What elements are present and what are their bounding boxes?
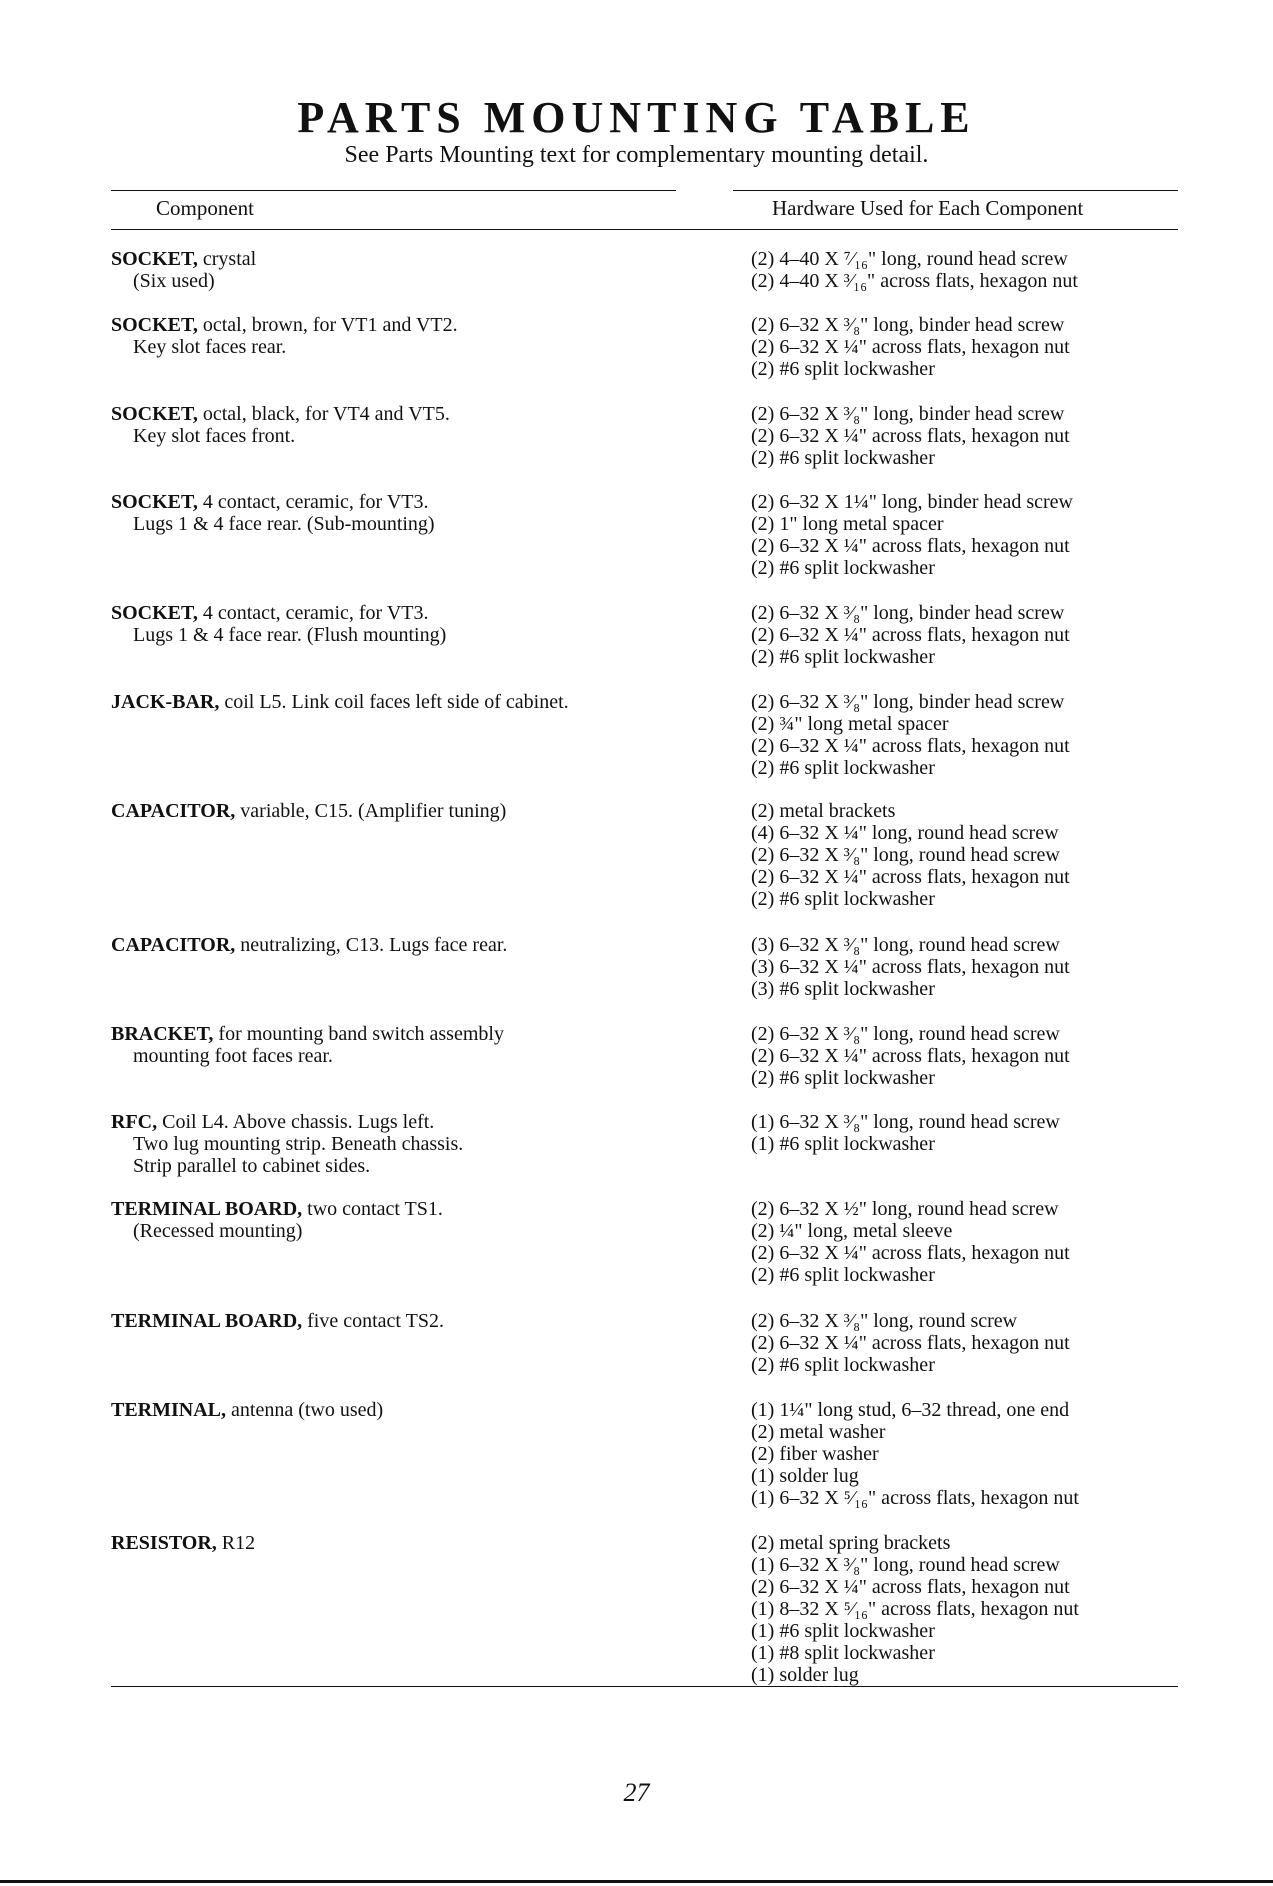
hardware-cell: [751, 1023, 1191, 1089]
component-desc: Coil L4. Above chassis. Lugs left.: [157, 1111, 435, 1133]
page-number: 27: [623, 1778, 650, 1807]
component-note: mounting foot faces rear.: [133, 1045, 333, 1067]
hardware-cell: [751, 1198, 1191, 1286]
hardware-cell: [751, 602, 1191, 668]
hardware-item: (3) 6–32 X ³⁄₈" long, round head screw: [751, 934, 1060, 956]
hardware-cell: [751, 1111, 1191, 1155]
hardware-item: (2) 6–32 X ¼" across flats, hexagon nut: [751, 1242, 1070, 1264]
hardware-item: (2) 6–32 X ¼" across flats, hexagon nut: [751, 624, 1070, 646]
header-component: Component: [156, 196, 254, 220]
component-desc: crystal: [197, 248, 257, 270]
hardware-item: (1) solder lug: [751, 1465, 859, 1487]
component-name: SOCKET,: [111, 314, 198, 336]
hardware-item: (2) 6–32 X 1¼" long, binder head screw: [751, 491, 1073, 513]
header-top-rule-right: [733, 190, 1178, 191]
hardware-item: (2) 6–32 X ³⁄₈" long, binder head screw: [751, 691, 1065, 713]
hardware-cell: [751, 1532, 1191, 1686]
hardware-item: (1) #6 split lockwasher: [751, 1620, 935, 1642]
hardware-item: (2) #6 split lockwasher: [751, 557, 935, 579]
hardware-item: (1) solder lug: [751, 1664, 859, 1686]
component-name: SOCKET,: [111, 403, 198, 425]
component-name: TERMINAL BOARD,: [111, 1310, 303, 1332]
hardware-item: (2) 6–32 X ¼" across flats, hexagon nut: [751, 1576, 1070, 1598]
hardware-item: (1) 6–32 X ⁵⁄₁₆" across flats, hexagon nut: [751, 1487, 1079, 1509]
hardware-item: (1) #8 split lockwasher: [751, 1642, 935, 1664]
hardware-item: (2) 4–40 X ³⁄₁₆" across flats, hexagon nut: [751, 270, 1078, 292]
hardware-item: (2) 6–32 X ¼" across flats, hexagon nut: [751, 535, 1070, 557]
component-cell: [111, 1198, 711, 1242]
component-name: RFC,: [111, 1111, 158, 1133]
hardware-item: (2) 6–32 X ¼" across flats, hexagon nut: [751, 336, 1070, 358]
hardware-cell: [751, 403, 1191, 469]
hardware-item: (2) 1" long metal spacer: [751, 513, 944, 535]
hardware-item: (2) #6 split lockwasher: [751, 757, 935, 779]
component-cell: [111, 602, 711, 646]
component-name: JACK-BAR,: [111, 691, 220, 713]
hardware-item: (1) 6–32 X ³⁄₈" long, round head screw: [751, 1111, 1060, 1133]
hardware-item: (2) fiber washer: [751, 1443, 879, 1465]
component-desc: variable, C15. (Amplifier tuning): [235, 800, 507, 822]
component-desc: octal, black, for VT4 and VT5.: [197, 403, 450, 425]
component-note: (Recessed mounting): [133, 1220, 303, 1242]
table-bottom-rule: [111, 1686, 1178, 1687]
component-desc: 4 contact, ceramic, for VT3.: [197, 491, 429, 513]
component-cell: [111, 1310, 711, 1332]
component-name: SOCKET,: [111, 248, 198, 270]
hardware-item: (2) 6–32 X ¼" across flats, hexagon nut: [751, 866, 1070, 888]
component-cell: [111, 934, 711, 956]
component-note: Key slot faces front.: [133, 425, 296, 447]
component-name: TERMINAL,: [111, 1399, 227, 1421]
hardware-item: (2) metal brackets: [751, 800, 896, 822]
component-desc: neutralizing, C13. Lugs face rear.: [235, 934, 508, 956]
hardware-item: (4) 6–32 X ¼" long, round head screw: [751, 822, 1059, 844]
component-cell: [111, 800, 711, 822]
header-bottom-rule: [111, 229, 1178, 230]
hardware-cell: [751, 1399, 1191, 1509]
component-cell: [111, 1111, 711, 1177]
hardware-item: (1) 1¼" long stud, 6–32 thread, one end: [751, 1399, 1070, 1421]
component-desc: five contact TS2.: [302, 1310, 444, 1332]
component-cell: [111, 1532, 711, 1554]
component-cell: [111, 248, 711, 292]
page-edge: [0, 1880, 1273, 1883]
component-desc: octal, brown, for VT1 and VT2.: [197, 314, 458, 336]
hardware-item: (2) 6–32 X ¼" across flats, hexagon nut: [751, 1045, 1070, 1067]
hardware-item: (3) 6–32 X ¼" across flats, hexagon nut: [751, 956, 1070, 978]
component-note: (Six used): [133, 270, 215, 292]
hardware-item: (2) #6 split lockwasher: [751, 1067, 935, 1089]
hardware-item: (2) metal spring brackets: [751, 1532, 951, 1554]
component-name: SOCKET,: [111, 602, 198, 624]
component-note: Key slot faces rear.: [133, 336, 287, 358]
hardware-item: (2) #6 split lockwasher: [751, 888, 935, 910]
hardware-item: (2) 6–32 X ³⁄₈" long, binder head screw: [751, 314, 1065, 336]
hardware-item: (2) 6–32 X ¼" across flats, hexagon nut: [751, 735, 1070, 757]
hardware-item: (1) #6 split lockwasher: [751, 1133, 935, 1155]
hardware-item: (3) #6 split lockwasher: [751, 978, 935, 1000]
header-top-rule-left: [111, 190, 676, 191]
hardware-item: (2) 6–32 X ³⁄₈" long, round head screw: [751, 1023, 1060, 1045]
hardware-item: (1) 8–32 X ⁵⁄₁₆" across flats, hexagon nut: [751, 1598, 1079, 1620]
hardware-item: (2) #6 split lockwasher: [751, 646, 935, 668]
hardware-cell: [751, 314, 1191, 380]
hardware-cell: [751, 248, 1191, 292]
hardware-cell: [751, 1310, 1191, 1376]
component-cell: [111, 403, 711, 447]
component-name: RESISTOR,: [111, 1532, 217, 1554]
page-title: PARTS MOUNTING TABLE: [297, 93, 976, 142]
component-cell: [111, 491, 711, 535]
hardware-cell: [751, 491, 1191, 579]
hardware-item: (2) #6 split lockwasher: [751, 447, 935, 469]
hardware-cell: [751, 691, 1191, 779]
component-desc: antenna (two used): [226, 1399, 384, 1421]
component-name: SOCKET,: [111, 491, 198, 513]
hardware-cell: [751, 800, 1191, 910]
component-cell: [111, 314, 711, 358]
component-name: BRACKET,: [111, 1023, 214, 1045]
hardware-item: (2) 6–32 X ³⁄₈" long, binder head screw: [751, 602, 1065, 624]
component-desc: coil L5. Link coil faces left side of cabinet.: [219, 691, 569, 713]
hardware-item: (2) metal washer: [751, 1421, 886, 1443]
hardware-item: (1) 6–32 X ³⁄₈" long, round head screw: [751, 1554, 1060, 1576]
hardware-item: (2) 6–32 X ³⁄₈" long, round screw: [751, 1310, 1018, 1332]
hardware-item: (2) 6–32 X ¼" across flats, hexagon nut: [751, 1332, 1070, 1354]
page-subtitle: See Parts Mounting text for complementary mounting detail.: [344, 142, 929, 168]
component-cell: [111, 691, 711, 713]
component-note: Lugs 1 & 4 face rear. (Flush mounting): [133, 624, 447, 646]
component-name: TERMINAL BOARD,: [111, 1198, 303, 1220]
component-desc: for mounting band switch assembly: [213, 1023, 504, 1045]
hardware-item: (2) 4–40 X ⁷⁄₁₆" long, round head screw: [751, 248, 1068, 270]
hardware-item: (2) ¾" long metal spacer: [751, 713, 949, 735]
header-hardware: Hardware Used for Each Component: [772, 196, 1084, 220]
hardware-item: (2) 6–32 X ½" long, round head screw: [751, 1198, 1059, 1220]
hardware-item: (2) #6 split lockwasher: [751, 1354, 935, 1376]
component-desc: R12: [216, 1532, 256, 1554]
hardware-item: (2) ¼" long, metal sleeve: [751, 1220, 953, 1242]
component-desc: two contact TS1.: [302, 1198, 443, 1220]
hardware-item: (2) #6 split lockwasher: [751, 1264, 935, 1286]
hardware-item: (2) 6–32 X ¼" across flats, hexagon nut: [751, 425, 1070, 447]
hardware-cell: [751, 934, 1191, 1000]
hardware-item: (2) 6–32 X ³⁄₈" long, round head screw: [751, 844, 1060, 866]
hardware-item: (2) 6–32 X ³⁄₈" long, binder head screw: [751, 403, 1065, 425]
component-cell: [111, 1023, 711, 1067]
hardware-item: (2) #6 split lockwasher: [751, 358, 935, 380]
component-name: CAPACITOR,: [111, 800, 236, 822]
component-cell: [111, 1399, 711, 1421]
component-note: Two lug mounting strip. Beneath chassis.: [133, 1133, 464, 1155]
component-name: CAPACITOR,: [111, 934, 236, 956]
component-note: Strip parallel to cabinet sides.: [133, 1155, 371, 1177]
component-note: Lugs 1 & 4 face rear. (Sub-mounting): [133, 513, 435, 535]
component-desc: 4 contact, ceramic, for VT3.: [197, 602, 429, 624]
